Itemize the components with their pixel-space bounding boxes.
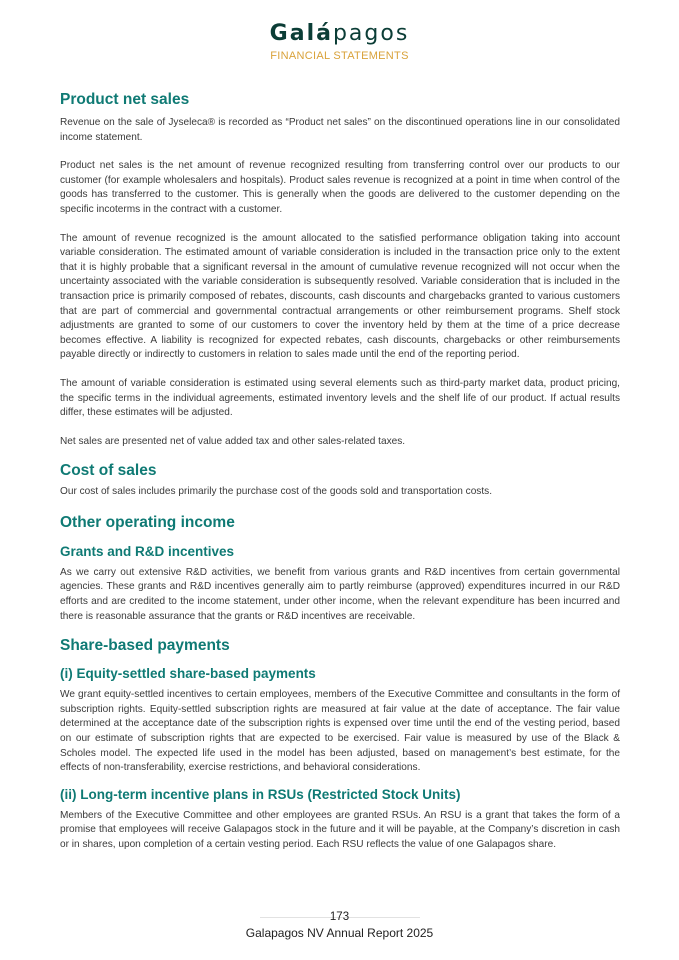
heading-other-operating-income: Other operating income [60, 513, 235, 531]
heading-share-based-payments: Share-based payments [60, 637, 230, 655]
logo-bold-text: Galá [269, 21, 333, 46]
page-footer [0, 910, 679, 941]
subheading-grants: Grants and R&D incentives [60, 543, 235, 559]
paragraph: Members of the Executive Committee and other employees are granted RSUs. An RSU is a grant that takes the form of a promise that employees will receive Galapagos stock in the future and it will be payable, at the Company’s discretion in cash or in shares, upon completion of a certain vesting period. Each RSU reflects the value of one Galapagos share. [60, 809, 620, 850]
paragraph: We grant equity-settled incentives to certain employees, members of the Executive Committee and consultants in the form of subscription rights. Equity-settled subscription rights are measured at fair value at the date of acceptance. The fair value determined at the acceptance date of the subscription rights is expensed over time until the end of the vesting period, based on our estimate of subscription rights that are expected to be exercised. Fair value is measured by use of the Black & Scholes model. The expected life used in the model has been adjusted, based on management’s best estimate, for the effects of non-transferability, exercise restrictions, and behavioral considerations. [60, 689, 620, 774]
logo-light-text: pagos [332, 21, 410, 46]
page-content [60, 90, 620, 853]
report-title: Galapagos NV Annual Report 2025 [245, 926, 434, 940]
paragraph: Net sales are presented net of value added tax and other sales-related taxes. [60, 435, 406, 447]
section-subtitle: FINANCIAL STATEMENTS [270, 50, 409, 62]
paragraph: The amount of revenue recognized is the amount allocated to the satisfied performance obligation taking into account variable consideration. The estimated amount of variable consideration is included in the transaction price only to the extent that it is highly probable that a significant reversal in the amount of cumulative revenue recognized will not occur when the uncertainty associated with the variable consideration is subsequently resolved. Variable consideration that is included in the transaction price is primarily composed of rebates, discounts, cash discounts and chargebacks granted to various customers that are part of commercial and governmental contractual arrangements or other reimbursement programs. Shelf stock adjustments are granted to some of our customers to cover the inventory held by them at the time of a price decrease becomes effective. A liability is recognized for expected rebates, cash discounts, chargebacks or other reimbursements payable directly or indirectly to customers in relation to sales made until the end of the reporting period. [60, 232, 620, 361]
paragraph: Product net sales is the net amount of revenue recognized resulting from transferring control over our products to our customer (for example wholesalers and hospitals). Product sales revenue is recognized at a point in time when control of the goods has transferred to the customer. This is generally when the goods are delivered to the customer depending on the specific incoterms in the contract with a customer. [60, 160, 620, 215]
heading-cost-of-sales: Cost of sales [60, 462, 157, 480]
paragraph: As we carry out extensive R&D activities, we benefit from various grants and R&D incentives from certain governmental agencies. These grants and R&D incentives generally aim to partly reimburse (approved) expenditures incurred in our R&D efforts and are credited to the income statement, under other income, when the relevant expenditure has been incurred and there is reasonable assurance that the grants or R&D incentives are receivable. [60, 566, 620, 622]
paragraph: The amount of variable consideration is estimated using several elements such as third-party market data, product pricing, the specific terms in the individual agreements, estimated inventory levels and the shelf life of our product. If actual results differ, these estimates will be adjusted. [60, 377, 620, 419]
page-header [0, 20, 679, 62]
subheading-equity-settled: (i) Equity-settled share-based payments [60, 666, 316, 682]
paragraph: Our cost of sales includes primarily the purchase cost of the goods sold and transportation costs. [60, 486, 493, 498]
page-number: 173 [329, 911, 350, 923]
subheading-rsu: (ii) Long-term incentive plans in RSUs (Restricted Stock Units) [60, 786, 461, 802]
paragraph: Revenue on the sale of Jyseleca® is recorded as “Product net sales” on the discontinued operations line in our consolidated income statement. [60, 117, 620, 143]
heading-product-net-sales: Product net sales [60, 91, 190, 108]
galapagos-logo [0, 20, 679, 48]
